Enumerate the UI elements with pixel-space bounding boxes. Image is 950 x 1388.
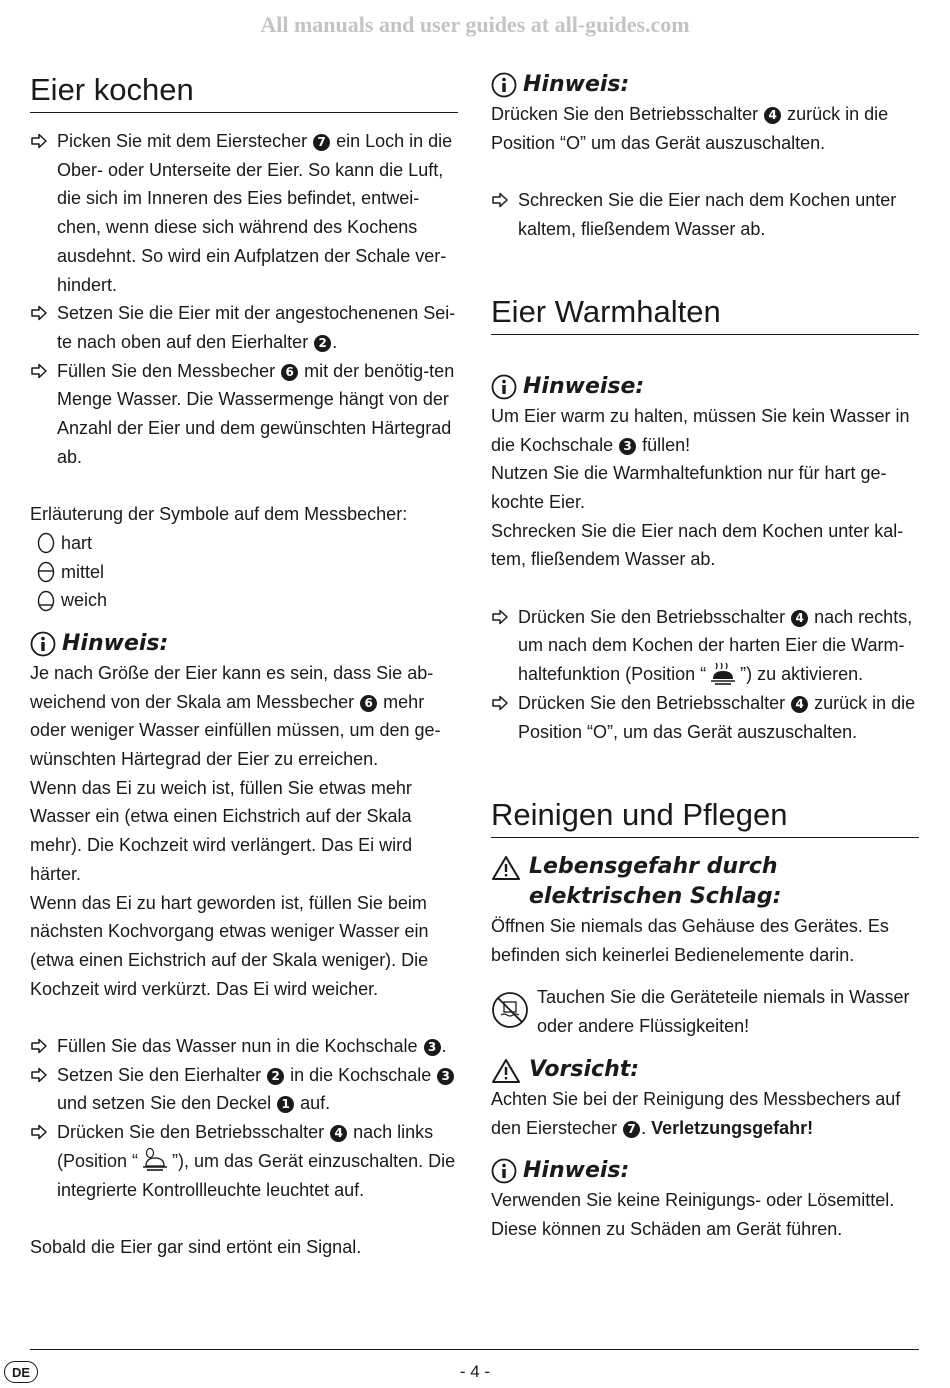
part-number-badge: 6 — [360, 695, 377, 712]
list-item: Setzen Sie die Eier mit der angestochenenen Sei-te nach oben auf den Eierhalter 2 . — [30, 299, 458, 356]
arrow-bullet-icon — [491, 694, 509, 712]
page-number: - 4 - — [459, 1362, 491, 1381]
note-paragraph: Um Eier warm zu halten, müssen Sie kein Wasser in die Kochschale 3 füllen! — [491, 405, 910, 455]
language-badge: DE — [4, 1361, 38, 1383]
egg-medium-icon — [37, 561, 55, 583]
note-paragraph: Schrecken Sie die Eier nach dem Kochen unter kal-tem, fließendem Wasser ab. — [491, 520, 904, 570]
no-immersion-notice: Tauchen Sie die Geräteteile niemals in Wasser oder andere Flüssigkeiten! — [491, 983, 919, 1040]
note-paragraph: Drücken Sie den Betriebsschalter 4 zurück in die Position “O” um das Gerät auszuschalten. — [491, 104, 889, 153]
arrow-bullet-icon — [30, 132, 48, 150]
part-number-badge: 4 — [330, 1125, 347, 1142]
right-column — [491, 70, 919, 1244]
info-icon — [491, 374, 517, 400]
list-item: Füllen Sie das Wasser nun in die Kochschale 3 . — [30, 1032, 458, 1061]
section-title-eier-warmhalten: Eier Warmhalten — [491, 292, 919, 335]
watermark: All manuals and user guides at all-guides.com — [260, 12, 690, 37]
part-number-badge: 4 — [764, 107, 781, 124]
part-number-badge: 1 — [277, 1096, 294, 1113]
warning-heading: Lebensgefahr durch elektrischen Schlag: — [491, 852, 919, 912]
note-paragraph: Verwenden Sie keine Reinigungs- oder Lösemittel. Diese können zu Schäden am Gerät führen. — [491, 1190, 895, 1239]
arrow-bullet-icon — [30, 362, 48, 380]
symbol-row-medium: mittel — [30, 558, 458, 587]
part-number-badge: 7 — [313, 134, 330, 151]
note-paragraph: Wenn das Ei zu weich ist, füllen Sie etwas mehr Wasser ein (etwa einen Eichstrich auf der Skala mehr). Die Kochzeit wird verlängert. Das Ei wird härter. — [30, 777, 413, 884]
note-heading: Hinweis: — [491, 1156, 919, 1186]
steps-list — [491, 603, 919, 747]
part-number-badge: 3 — [437, 1068, 454, 1085]
egg-hard-icon — [37, 532, 55, 554]
note-paragraph: Nutzen Sie die Warmhaltefunktion nur für hart ge-kochte Eier. — [491, 463, 887, 512]
steps-list — [30, 127, 458, 471]
arrow-bullet-icon — [30, 1066, 48, 1084]
warning-triangle-icon — [491, 1058, 521, 1084]
section-title-reinigen: Reinigen und Pflegen — [491, 795, 919, 838]
arrow-bullet-icon — [30, 1037, 48, 1055]
part-number-badge: 3 — [619, 438, 636, 455]
steps-list — [30, 1032, 458, 1204]
info-icon — [491, 1158, 517, 1184]
warning-text: Öffnen Sie niemals das Gehäuse des Gerätes. Es befinden sich keinerlei Bedienelemente darin. — [491, 915, 889, 965]
note-heading: Hinweis: — [491, 70, 919, 100]
symbol-row-hard: hart — [30, 529, 458, 558]
symbol-row-soft: weich — [30, 586, 458, 615]
list-item: Setzen Sie den Eierhalter 2 in die Kochschale 3 und setzen Sie den Deckel 1 auf. — [30, 1061, 458, 1118]
footer-divider — [30, 1349, 919, 1350]
arrow-bullet-icon — [30, 304, 48, 322]
symbols-intro: Erläuterung der Symbole auf dem Messbecher: — [30, 504, 408, 525]
list-item: Drücken Sie den Betriebsschalter 4 nach links (Position “ ”), um das Gerät einzuschalten. Die integrierte Kontrollleuchte leuchtet auf. — [30, 1118, 458, 1204]
egg-soft-icon — [37, 590, 55, 612]
part-number-badge: 4 — [791, 696, 808, 713]
info-icon — [491, 72, 517, 98]
steps-list — [491, 186, 919, 243]
list-item: Picken Sie mit dem Eierstecher 7 ein Loch in die Ober- oder Unterseite der Eier. So kann die Luft, die sich im Inneren des Eies befindet, entwei-chen, wenn diese sich während des Kochens ausdehnt. So wird ein Aufplatzen der Schale ver-hindert. — [30, 127, 458, 299]
list-item: Schrecken Sie die Eier nach dem Kochen unter kaltem, fließendem Wasser ab. — [491, 186, 919, 243]
note-paragraph: Wenn das Ei zu hart geworden ist, füllen Sie beim nächsten Kochvorgang etwas weniger Wasser ein (etwa einen Eichstrich auf der Skala weniger). Die Kochzeit wird verkürzt. Das Ei wird weicher. — [30, 892, 429, 999]
part-number-badge: 2 — [314, 335, 331, 352]
arrow-bullet-icon — [30, 1123, 48, 1141]
note-paragraph: Je nach Größe der Eier kann es sein, dass Sie ab-weichend von der Skala am Messbecher 6 mehr oder weniger Wasser einfüllen müssen, um den ge-wünschten Härtegrad der Eier zu erreichen. — [30, 662, 441, 770]
part-number-badge: 2 — [267, 1068, 284, 1085]
part-number-badge: 3 — [424, 1039, 441, 1056]
part-number-badge: 7 — [623, 1121, 640, 1138]
egg-cooker-boil-icon — [140, 1147, 170, 1173]
section-title-eier-kochen: Eier kochen — [30, 70, 458, 113]
list-item: Drücken Sie den Betriebsschalter 4 zurück in die Position “O”, um das Gerät auszuschalten. — [491, 689, 919, 746]
warning-triangle-icon — [491, 855, 521, 881]
caution-text: Achten Sie bei der Reinigung des Messbechers auf den Eierstecher 7 . Verletzungsgefahr! — [491, 1088, 901, 1138]
arrow-bullet-icon — [491, 191, 509, 209]
note-heading: Hinweise: — [491, 372, 919, 402]
arrow-bullet-icon — [491, 608, 509, 626]
info-icon — [30, 631, 56, 657]
part-number-badge: 6 — [281, 364, 298, 381]
list-item: Füllen Sie den Messbecher 6 mit der benötig-ten Menge Wasser. Die Wassermenge hängt von der Anzahl der Eier und dem gewünschten Härtegrad ab. — [30, 357, 458, 472]
signal-text: Sobald die Eier gar sind ertönt ein Signal. — [30, 1236, 362, 1257]
warning-heading: Vorsicht: — [491, 1055, 919, 1085]
left-column — [30, 70, 458, 1262]
part-number-badge: 4 — [791, 610, 808, 627]
keep-warm-icon — [708, 660, 738, 686]
note-heading: Hinweis: — [30, 629, 458, 659]
no-immersion-icon — [491, 991, 529, 1029]
list-item: Drücken Sie den Betriebsschalter 4 nach rechts, um nach dem Kochen der harten Eier die Warm-haltefunktion (Position “ ”) zu aktivieren. — [491, 603, 919, 689]
